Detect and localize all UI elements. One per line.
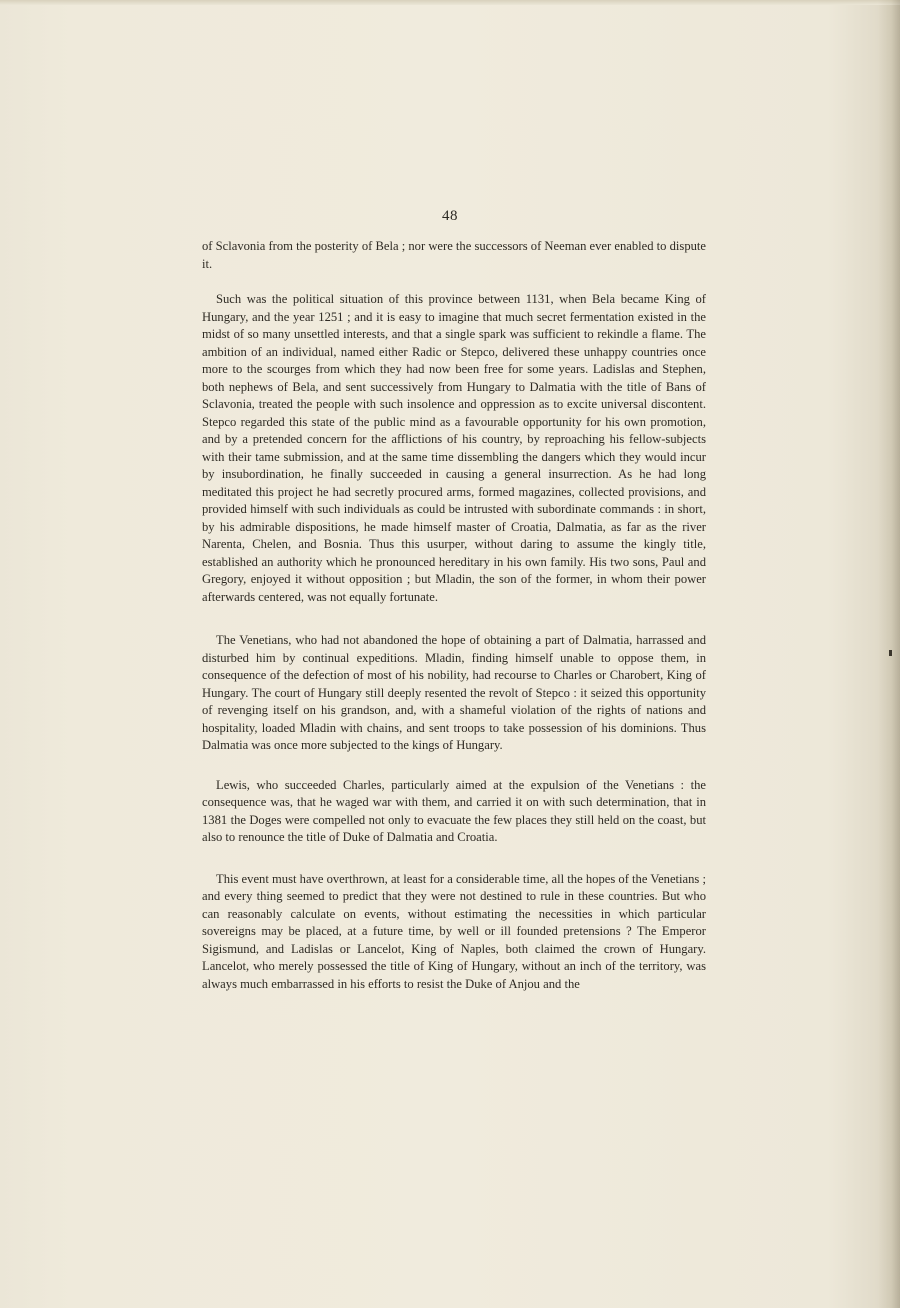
- edge-mark: [889, 650, 892, 656]
- paragraph-continuation: of Sclavonia from the posterity of Bela ; nor were the successors of Neeman ever enabled to dispute it.: [202, 239, 706, 271]
- paragraph: Lewis, who succeeded Charles, particularly aimed at the expulsion of the Venetians : the consequence was, that he waged war with them, and carried it on with such determination, that in 1381 the Doges were compelled not only to evacuate the few places they still held on the coast, but also to renounce the title of Duke of Dalmatia and Croatia.: [202, 777, 706, 844]
- body-text: [202, 238, 706, 993]
- page-number: 48: [442, 208, 458, 224]
- paragraph: The Venetians, who had not abandoned the hope of obtaining a part of Dalmatia, harrassed and disturbed him by continual expeditions. Mladin, finding himself unable to oppose them, in consequence of the defection of most of his nobility, had recourse to Charles or Charobert, King of Hungary. The court of Hungary still deeply resented the revolt of Stepco : it seized this opportunity of revenging itself on his grandson, and, with a shameful violation of the rights of nations and hospitality, loaded Mladin with chains, and sent troops to take possession of his dominions. Thus Dalmatia was once more subjected to the kings of Hungary.: [202, 633, 706, 752]
- paragraph: This event must have overthrown, at least for a considerable time, all the hopes of the Venetians ; and every thing seemed to predict that they were not destined to rule in these countries. But who can reasonably calculate on events, without estimating the necessities in which particular sovereigns may be placed, at a future time, by well or ill founded pretensions ? The Emperor Sigismund, and Ladislas or Lancelot, King of Naples, both claimed the crown of Hungary. Lancelot, who merely possessed the title of King of Hungary, without an inch of the territory, was always much embarrassed in his efforts to resist the Duke of Anjou and the: [202, 871, 706, 991]
- page-top-edge: [0, 0, 900, 5]
- paragraph: Such was the political situation of this province between 1131, when Bela became King of Hungary, and the year 1251 ; and it is easy to imagine that much secret fermentation existed in the midst of so many unsettled interests, and that a single spark was sufficient to rekindle a flame. The ambition of an individual, named either Radic or Stepco, delivered these unhappy countries once more to the scourges from which they had now been free for some years. Ladislas and Stephen, both nephews of Bela, and sent successively from Hungary to Dalmatia with the title of Bans of Sclavonia, treated the people with such insolence and oppression as to excite universal discontent. Stepco regarded this state of the public mind as a favourable opportunity for his own promotion, and by a pretended concern for the afflictions of his country, by reproaching his fellow-subjects with their tame submission, and at the same time dissembling the dangers which they would incur by insubordination, he finally succeeded in causing a general insurrection. As he had long meditated this project he had secretly procured arms, formed magazines, collected provisions, and provided himself with such individuals as could be intrusted with subordinate commands : in short, by his admirable dispositions, he made himself master of Croatia, Dalmatia, as far as the river Narenta, Chelen, and Bosnia. Thus this usurper, without daring to assume the kingly title, established an authority which he pronounced hereditary in his own family. His two sons, Paul and Gregory, enjoyed it without opposition ; but Mladin, the son of the former, in whom their power afterwards centered, was not equally fortunate.: [202, 292, 706, 604]
